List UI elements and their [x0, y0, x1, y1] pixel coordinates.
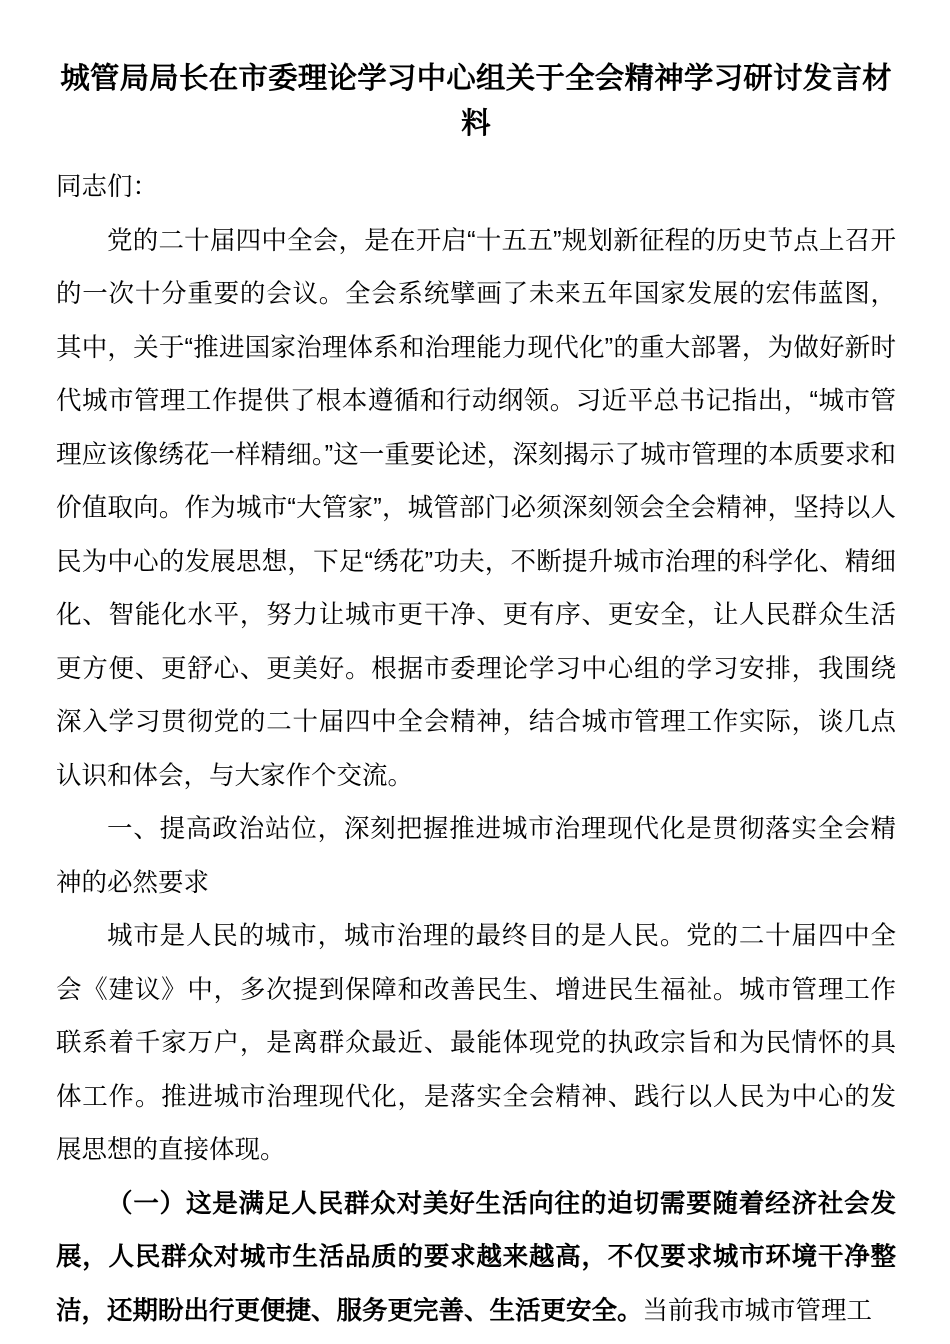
subsection-heading-1-bold-text: （一）这是满足人民群众对美好生活向往的迫切需要随着经济社会发展，人民群众对城市生活品质的要求越来越高，不仅要求城市环境干净整洁，还期盼出行更便捷、服务更完善、生活更安全。 [56, 1189, 896, 1325]
body-paragraph-2: 城市是人民的城市，城市治理的最终目的是人民。党的二十届四中全会《建议》中，多次提到保障和改善民生、增进民生福祉。城市管理工作联系着千家万户，是离群众最近、最能体现党的执政宗旨和为民情怀的具体工作。推进城市治理现代化，是落实全会精神、践行以人民为中心的发展思想的直接体现。 [56, 922, 896, 1164]
salutation-line: 同志们： [56, 173, 159, 201]
document-title: 城管局局长在市委理论学习中心组关于全会精神学习研讨发言材料 [60, 62, 892, 140]
section-heading-1: 一、提高政治站位，深刻把握推进城市治理现代化是贯彻落实全会精神的必然要求 [56, 815, 896, 897]
document-content [56, 0, 896, 1338]
subsection-heading-1-paragraph [56, 1178, 896, 1339]
subsection-heading-1-trailing-text: 当前我市城市管理工 [642, 1296, 873, 1325]
body-paragraph-1: 党的二十届四中全会，是在开启“十五五”规划新征程的历史节点上召开的一次十分重要的会议。全会系统擘画了未来五年国家发展的宏伟蓝图，其中，关于“推进国家治理体系和治理能力现代化”的重大部署，为做好新时代城市管理工作提供了根本遵循和行动纲领。习近平总书记指出，“城市管理应该像绣花一样精细。”这一重要论述，深刻揭示了城市管理的本质要求和价值取向。作为城市“大管家”，城管部门必须深刻领会全会精神，坚持以人民为中心的发展思想，下足“绣花”功夫，不断提升城市治理的科学化、精细化、智能化水平，努力让城市更干净、更有序、更安全，让人民群众生活更方便、更舒心、更美好。根据市委理论学习中心组的学习安排，我围绕深入学习贯彻党的二十届四中全会精神，结合城市管理工作实际，谈几点认识和体会，与大家作个交流。 [56, 226, 896, 790]
